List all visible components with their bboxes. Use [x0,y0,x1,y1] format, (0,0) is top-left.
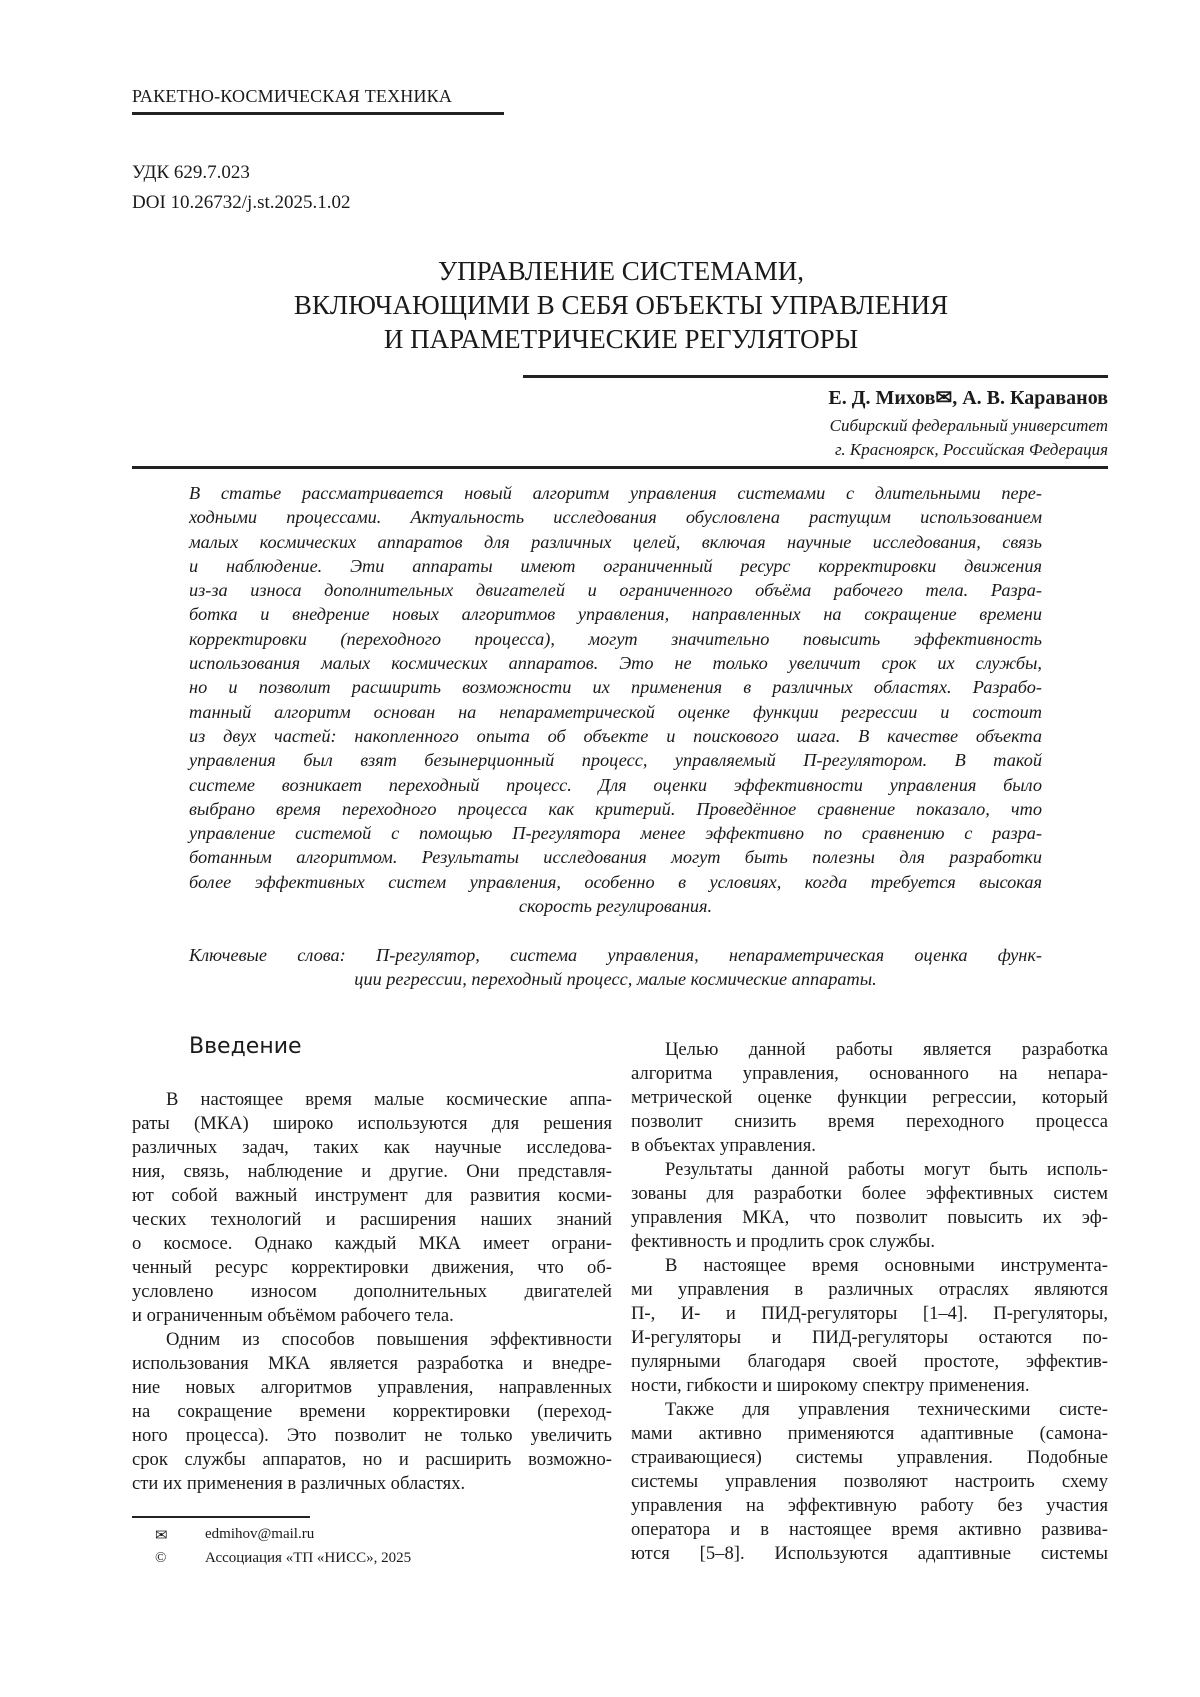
text-line: раты (МКА) широко используются для решения [132,1112,612,1136]
affiliation-city: г. Красноярск, Российская Федерация [835,440,1108,460]
doi[interactable]: DOI 10.26732/j.st.2025.1.02 [132,192,351,214]
paragraph [631,1038,1108,1158]
text-line: В статье рассматривается новый алгоритм управления системами с длительными пере- [189,481,1042,505]
text-line: и наблюдение. Эти аппараты имеют ограниченный ресурс корректировки движения [189,554,1042,578]
text-line: ются [5–8]. Используются адаптивные системы [631,1542,1108,1566]
text-line: использования малых космических аппаратов. Это не только увеличит срок их службы, [189,651,1042,675]
text-line: использования МКА является разработка и внедре- [132,1352,612,1376]
author-email[interactable]: edmihov@mail.ru [205,1526,314,1543]
text-line: оператора и в настоящее время активно развива- [631,1518,1108,1542]
title-line: ВКЛЮЧАЮЩИМИ В СЕБЯ ОБЪЕКТЫ УПРАВЛЕНИЯ [200,288,1042,322]
title-divider [523,375,1108,378]
text-line: управления на эффективную работу без участия [631,1494,1108,1518]
text-line: пулярными благодаря своей простоте, эффектив- [631,1350,1108,1374]
affiliation-university: Сибирский федеральный университет [830,416,1108,436]
text-line: скорость регулирования. [189,894,1042,918]
text-line: ходными процессами. Актуальность исследования обусловлена растущим использованием [189,505,1042,529]
text-line: условлено износом дополнительных двигателей [132,1280,612,1304]
envelope-icon: ✉ [155,1528,168,1544]
text-line: Ключевые слова: П-регулятор, система управления, непараметрическая оценка функ- [189,943,1042,967]
text-line: срок службы аппаратов, но и расширить возможно- [132,1448,612,1472]
text-line: танный алгоритм основан на непараметрической оценке функции регрессии и состоит [189,700,1042,724]
text-line: выбрано время переходного процесса как критерий. Проведённое сравнение показало, что [189,797,1042,821]
text-line: страивающиеся) системы управления. Подобные [631,1446,1108,1470]
text-line: И-регуляторы и ПИД-регуляторы остаются по- [631,1326,1108,1350]
body-right-column [631,1038,1108,1566]
text-line: Результаты данной работы могут быть исполь- [631,1158,1108,1182]
text-line: мами активно применяются адаптивные (самона- [631,1422,1108,1446]
text-line: различных задач, таких как научные исследова- [132,1136,612,1160]
text-line: корректировки (переходного процесса), могут значительно повысить эффективность [189,627,1042,651]
text-line: ние новых алгоритмов управления, направленных [132,1376,612,1400]
text-line: ботанным алгоритмом. Результаты исследования могут быть полезны для разработки [189,845,1042,869]
udk-code: УДК 629.7.023 [132,162,250,184]
text-line: ния, связь, наблюдение и другие. Они представля- [132,1160,612,1184]
text-line: управления был взят безынерционный процесс, управляемый П-регулятором. В такой [189,748,1042,772]
text-line: Также для управления техническими систе- [631,1398,1108,1422]
journal-section: РАКЕТНО-КОСМИЧЕСКАЯ ТЕХНИКА [132,86,452,107]
text-line: метрической оценке функции регрессии, который [631,1086,1108,1110]
footnote-copyright [155,1550,166,1567]
article-title [200,254,1042,356]
text-line: управления МКА, что позволит повысить их эф- [631,1206,1108,1230]
header-divider [132,466,1108,469]
copyright-icon: © [155,1550,166,1566]
text-line: ного процесса). Это позволит не только увеличить [132,1424,612,1448]
text-line: Одним из способов повышения эффективности [132,1328,612,1352]
title-line: УПРАВЛЕНИЕ СИСТЕМАМИ, [200,254,1042,288]
text-line: системы управления позволяют настроить схему [631,1470,1108,1494]
text-line: Целью данной работы является разработка [631,1038,1108,1062]
text-line: фективность и продлить срок службы. [631,1230,1108,1254]
text-line: в объектах управления. [631,1134,1108,1158]
title-line: И ПАРАМЕТРИЧЕСКИЕ РЕГУЛЯТОРЫ [200,322,1042,356]
text-line: П-, И- и ПИД-регуляторы [1–4]. П-регуляторы, [631,1302,1108,1326]
keywords [189,943,1042,992]
paragraph [631,1398,1108,1566]
authors: Е. Д. Михов✉, А. В. Караванов [828,385,1108,410]
text-line: ции регрессии, переходный процесс, малые космические аппараты. [189,967,1042,991]
footnote-divider [132,1516,310,1518]
text-line: малых космических аппаратов для различных целей, включая научные исследования, связь [189,530,1042,554]
text-line: ми управления в различных отраслях являются [631,1278,1108,1302]
text-line: управление системой с помощью П-регулятора менее эффективно по сравнению с разра- [189,821,1042,845]
section-underline [132,112,504,115]
paragraph [631,1254,1108,1398]
text-line: зованы для разработки более эффективных систем [631,1182,1108,1206]
text-line: о космосе. Однако каждый МКА имеет ограни- [132,1232,612,1256]
text-line: ют собой важный инструмент для развития косми- [132,1184,612,1208]
text-line: из-за износа дополнительных двигателей и ограниченного объёма рабочего тела. Разра- [189,578,1042,602]
text-line: ности, гибкости и широкому спектру применения. [631,1374,1108,1398]
text-line: алгоритма управления, основанного на непара- [631,1062,1108,1086]
text-line: но и позволит расширить возможности их применения в различных областях. Разрабо- [189,675,1042,699]
text-line: более эффективных систем управления, особенно в условиях, когда требуется высокая [189,870,1042,894]
text-line: сти их применения в различных областях. [132,1472,612,1496]
text-line: системе возникает переходный процесс. Для оценки эффективности управления было [189,773,1042,797]
text-line: из двух частей: накопленного опыта об объекте и поискового шага. В качестве объекта [189,724,1042,748]
text-line: ботка и внедрение новых алгоритмов управления, направленных на сокращение времени [189,602,1042,626]
paragraph [132,1328,612,1496]
text-line: и ограниченным объёмом рабочего тела. [132,1304,612,1328]
text-line: В настоящее время основными инструмента- [631,1254,1108,1278]
text-line: ческих технологий и расширения наших знаний [132,1208,612,1232]
text-line: В настоящее время малые космические аппа- [132,1088,612,1112]
text-line: ченный ресурс корректировки движения, что об- [132,1256,612,1280]
body-left-column [132,1088,612,1496]
copyright-text: Ассоциация «ТП «НИСС», 2025 [205,1550,411,1567]
footnote-email [155,1526,168,1545]
paragraph [132,1088,612,1328]
abstract [189,481,1042,918]
text-line: позволит снизить время переходного процесса [631,1110,1108,1134]
text-line: на сокращение времени корректировки (переход- [132,1400,612,1424]
section-heading-introduction: Введение [189,1034,302,1059]
paragraph [631,1158,1108,1254]
